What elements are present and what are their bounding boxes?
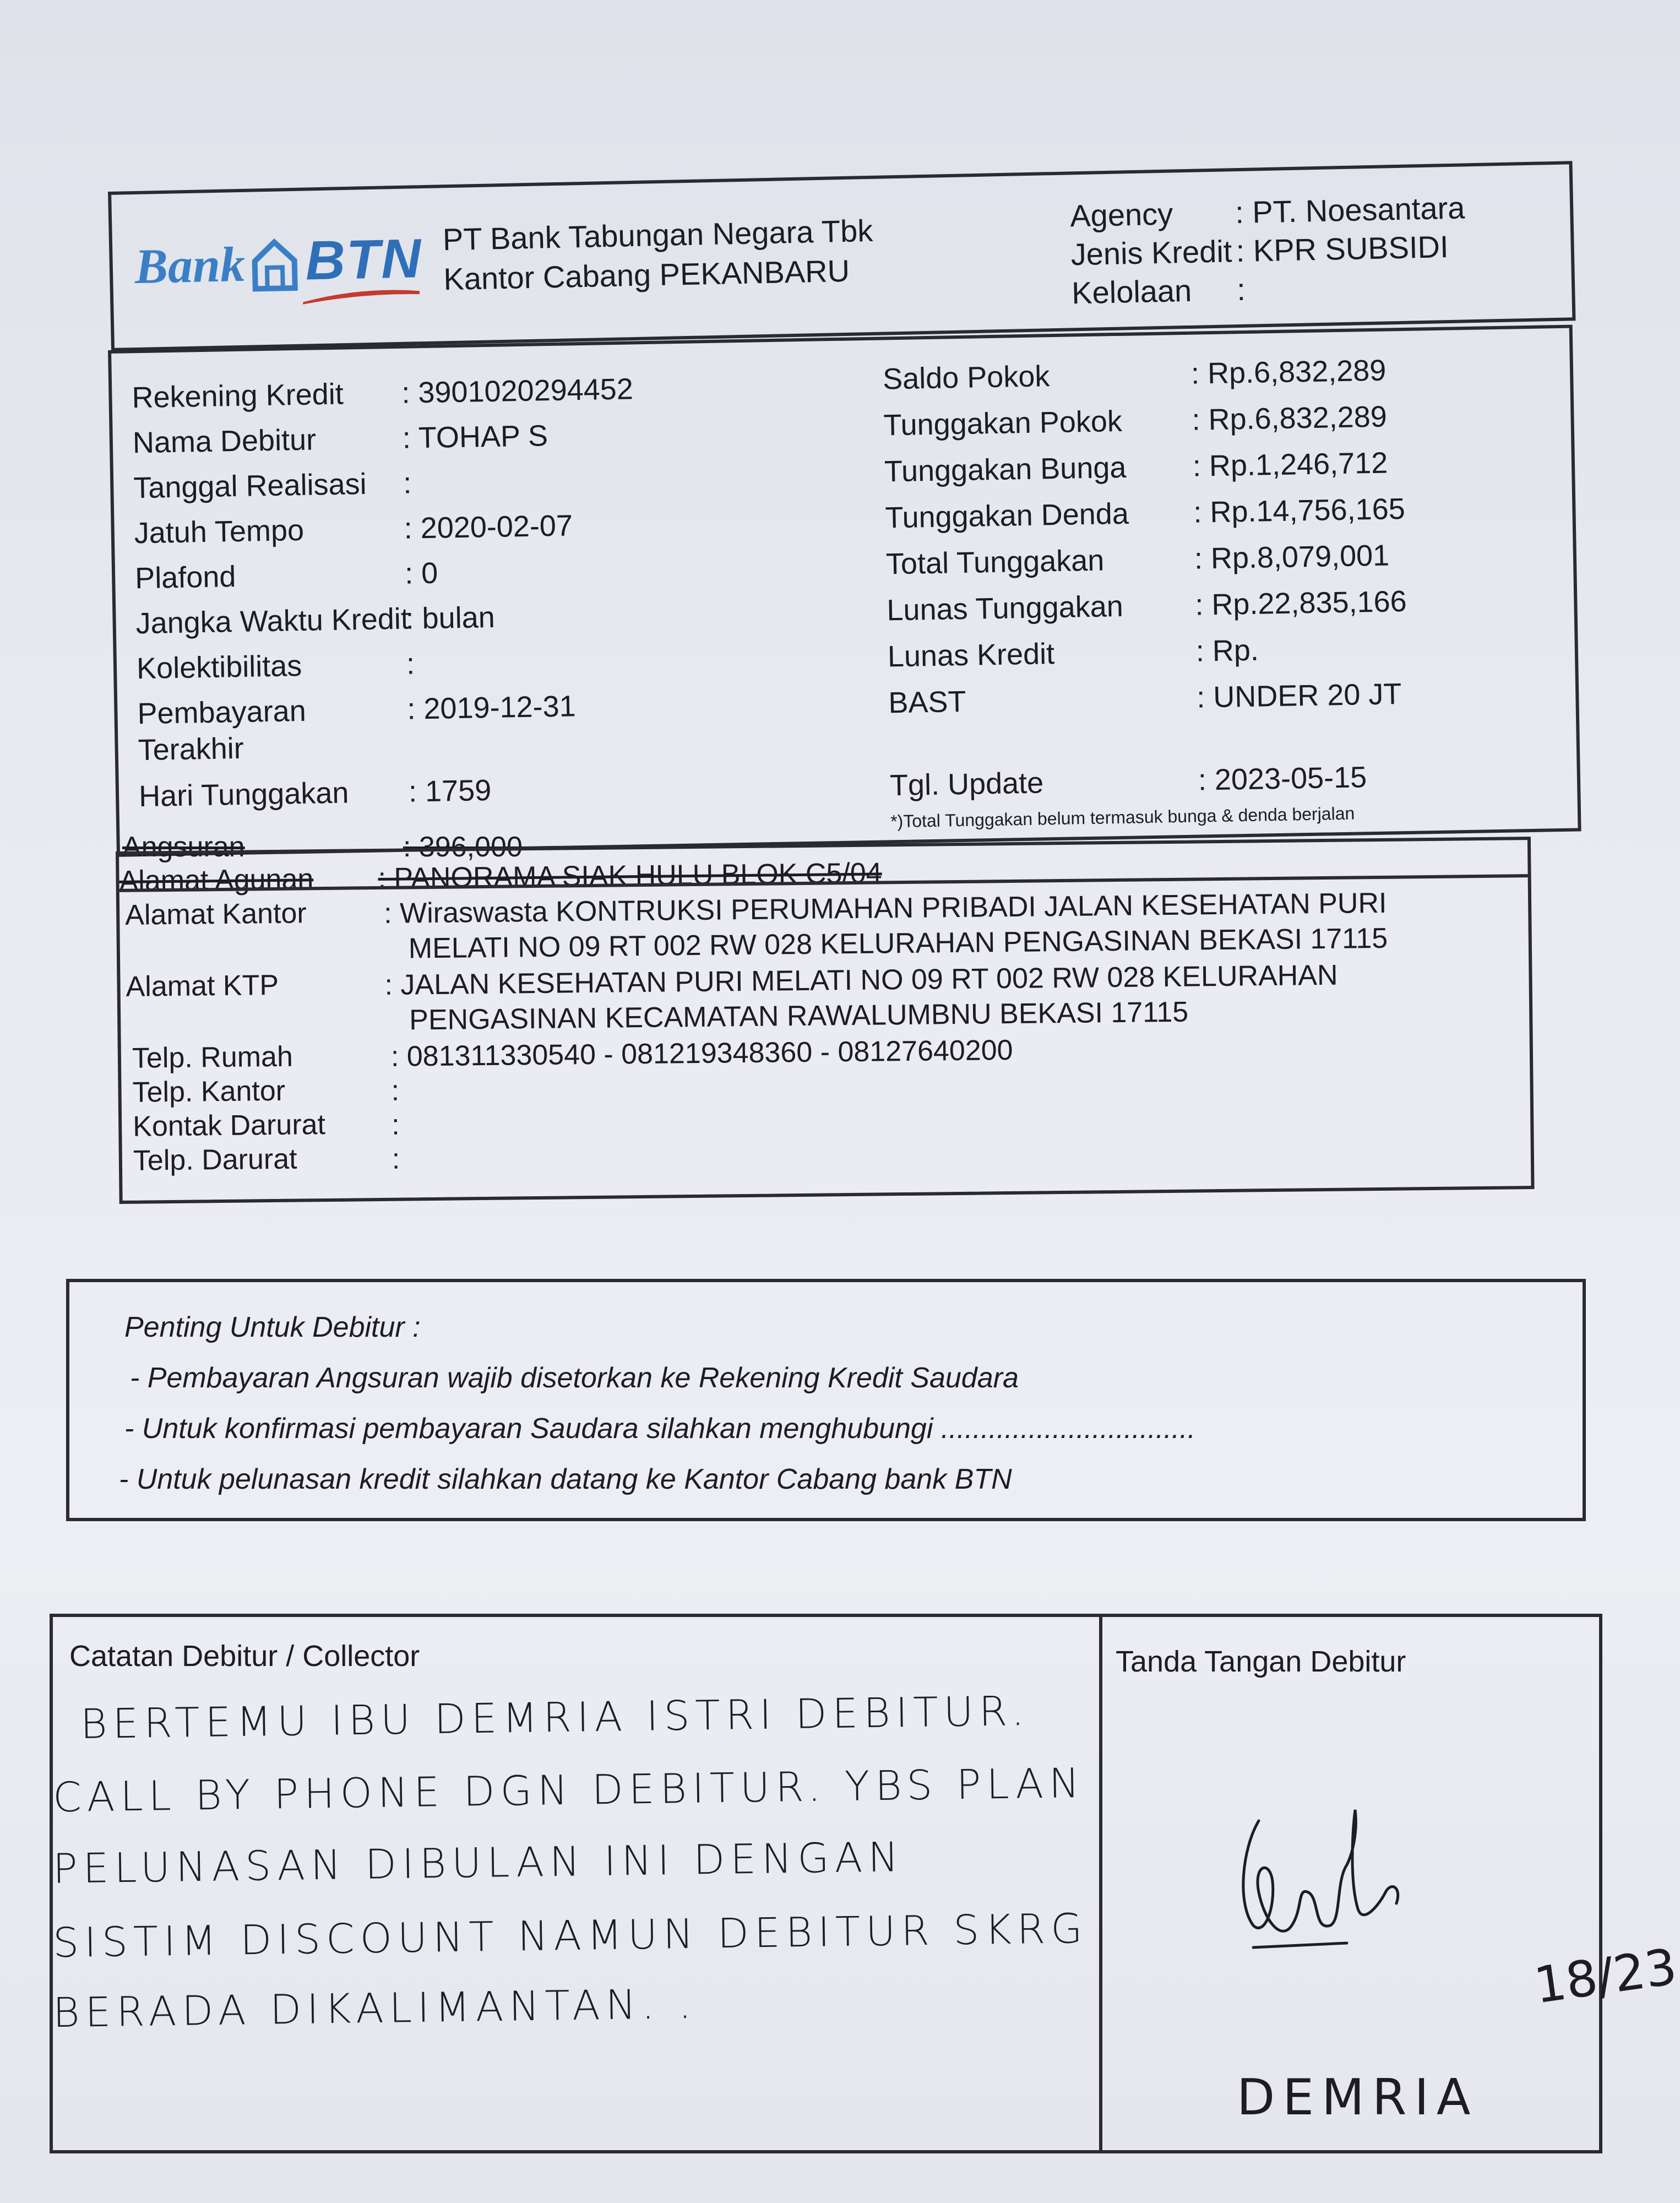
kelolaan-label: Kelolaan bbox=[1071, 273, 1192, 311]
handwritten-note-line: PELUNASAN DIBULAN INI DENGAN bbox=[52, 1833, 905, 1893]
agency-block bbox=[1070, 188, 1467, 312]
address-box bbox=[116, 837, 1535, 1204]
amount-row: Saldo Pokok : Rp.6,832,289 bbox=[882, 354, 1387, 396]
amount-row: Total Tunggakan : Rp.8,079,001 bbox=[885, 539, 1390, 581]
handwritten-note-line: SISTIM DISCOUNT NAMUN DEBITUR SKRG bbox=[52, 1904, 1089, 1967]
alamat-ktp-row: Alamat KTP : JALAN KESEHATAN PURI MELATI NO 09 RT 002 RW 028 KELURAHAN PENGASINAN KECAMATAN RAWALUMBNU BEKASI 17115 bbox=[126, 959, 1338, 1037]
jenis-kredit-value: : KPR SUBSIDI bbox=[1236, 229, 1449, 269]
jenis-kredit-label: Jenis Kredit bbox=[1070, 234, 1232, 272]
contact-row: Telp. Rumah : 081311330540 - 081219348360 - 08127640200 bbox=[132, 1034, 1013, 1075]
logo-swoosh bbox=[301, 287, 422, 305]
amount-row: Lunas Tunggakan : Rp.22,835,166 bbox=[886, 584, 1407, 627]
amount-row: BAST : UNDER 20 JT bbox=[888, 677, 1402, 720]
house-icon bbox=[251, 238, 298, 292]
footnote: *)Total Tunggakan belum termasuk bunga & denda berjalan bbox=[890, 803, 1355, 832]
amount-row: Tunggakan Pokok : Rp.6,832,289 bbox=[883, 400, 1388, 442]
penting-box bbox=[66, 1279, 1586, 1521]
field-row: Hari Tunggakan : 1759 bbox=[138, 773, 492, 813]
amount-row: Tunggakan Denda : Rp.14,756,165 bbox=[885, 492, 1406, 535]
field-row: Jatuh Tempo : 2020-02-07 bbox=[134, 509, 573, 550]
bank-name-block bbox=[442, 211, 874, 299]
logo-bank-text: Bank bbox=[134, 237, 246, 294]
field-row: Nama Debitur : TOHAP S bbox=[132, 419, 548, 460]
bank-name: PT Bank Tabungan Negara Tbk bbox=[442, 213, 873, 257]
field-row: Plafond : 0 bbox=[134, 556, 438, 595]
field-row: Pembayaran : 2019-12-31 bbox=[137, 690, 577, 731]
contact-row: Telp. Darurat : bbox=[133, 1143, 400, 1177]
loan-detail-box bbox=[108, 325, 1581, 857]
bank-btn-logo bbox=[134, 221, 422, 316]
field-row: Tanggal Realisasi : bbox=[133, 466, 412, 505]
amount-row: Lunas Kredit : Rp. bbox=[887, 633, 1259, 674]
field-row: Kolektibilitas : bbox=[136, 647, 415, 686]
agency-label: Agency bbox=[1069, 196, 1173, 234]
angsuran-label: Angsuran bbox=[122, 831, 245, 863]
alamat-agunan-label: Alamat Agunan bbox=[119, 863, 314, 897]
contact-row: Telp. Kantor : bbox=[132, 1075, 400, 1109]
header-box bbox=[108, 161, 1575, 351]
penting-line: - Pembayaran Angsuran wajib disetorkan ke Rekening Kredit Saudara bbox=[130, 1362, 1019, 1394]
tanda-tangan-title: Tanda Tangan Debitur bbox=[1116, 1645, 1406, 1678]
signature-date: 18/23 bbox=[1530, 1938, 1680, 2015]
catatan-box bbox=[50, 1614, 1680, 2153]
penting-line: - Untuk pelunasan kredit silahkan datang ke Kantor Cabang bank BTN bbox=[119, 1463, 1012, 1495]
contact-row: Kontak Darurat : bbox=[132, 1109, 400, 1143]
amount-row: Tunggakan Bunga : Rp.1,246,712 bbox=[884, 446, 1388, 489]
signature-name: DEMRIA bbox=[1237, 2069, 1478, 2126]
agency-value: : PT. Noesantara bbox=[1235, 190, 1465, 230]
field-row: Rekening Kredit : 3901020294452 bbox=[131, 372, 634, 415]
logo-btn-text: BTN bbox=[305, 227, 423, 292]
penting-line: - Untuk konfirmasi pembayaran Saudara silahkan menghubungi ................................ bbox=[124, 1413, 1196, 1445]
handwritten-note-line: CALL BY PHONE DGN DEBITUR. YBS PLAN bbox=[52, 1759, 1085, 1822]
alamat-agunan-value: : PANORAMA SIAK HULU BLOK C5/04 bbox=[378, 857, 882, 895]
field-row: Terakhir bbox=[138, 731, 244, 767]
column-divider bbox=[1099, 1617, 1102, 2150]
kelolaan-value: : bbox=[1236, 272, 1246, 307]
alamat-kantor-row: Alamat Kantor : Wiraswasta KONTRUKSI PERUMAHAN PRIBADI JALAN KESEHATAN PURI MELATI NO 09 RT 002 RW 028 KELURAHAN PENGASINAN BEKASI 17115 bbox=[124, 887, 1388, 965]
debtor-signature bbox=[1220, 1799, 1429, 1964]
angsuran-value: : 396,000 bbox=[403, 831, 523, 863]
field-row: Jangka Waktu Kredit: bulan bbox=[135, 600, 496, 641]
amount-row: Tgl. Update : 2023-05-15 bbox=[889, 761, 1367, 802]
catatan-title: Catatan Debitur / Collector bbox=[69, 1640, 420, 1673]
branch-name: Kantor Cabang PEKANBARU bbox=[443, 253, 850, 297]
handwritten-note-line: BERADA DIKALIMANTAN. . bbox=[52, 1980, 698, 2037]
handwritten-note-line: BERTEMU IBU DEMRIA ISTRI DEBITUR. bbox=[80, 1687, 1030, 1749]
penting-title: Penting Untuk Debitur : bbox=[124, 1311, 421, 1343]
